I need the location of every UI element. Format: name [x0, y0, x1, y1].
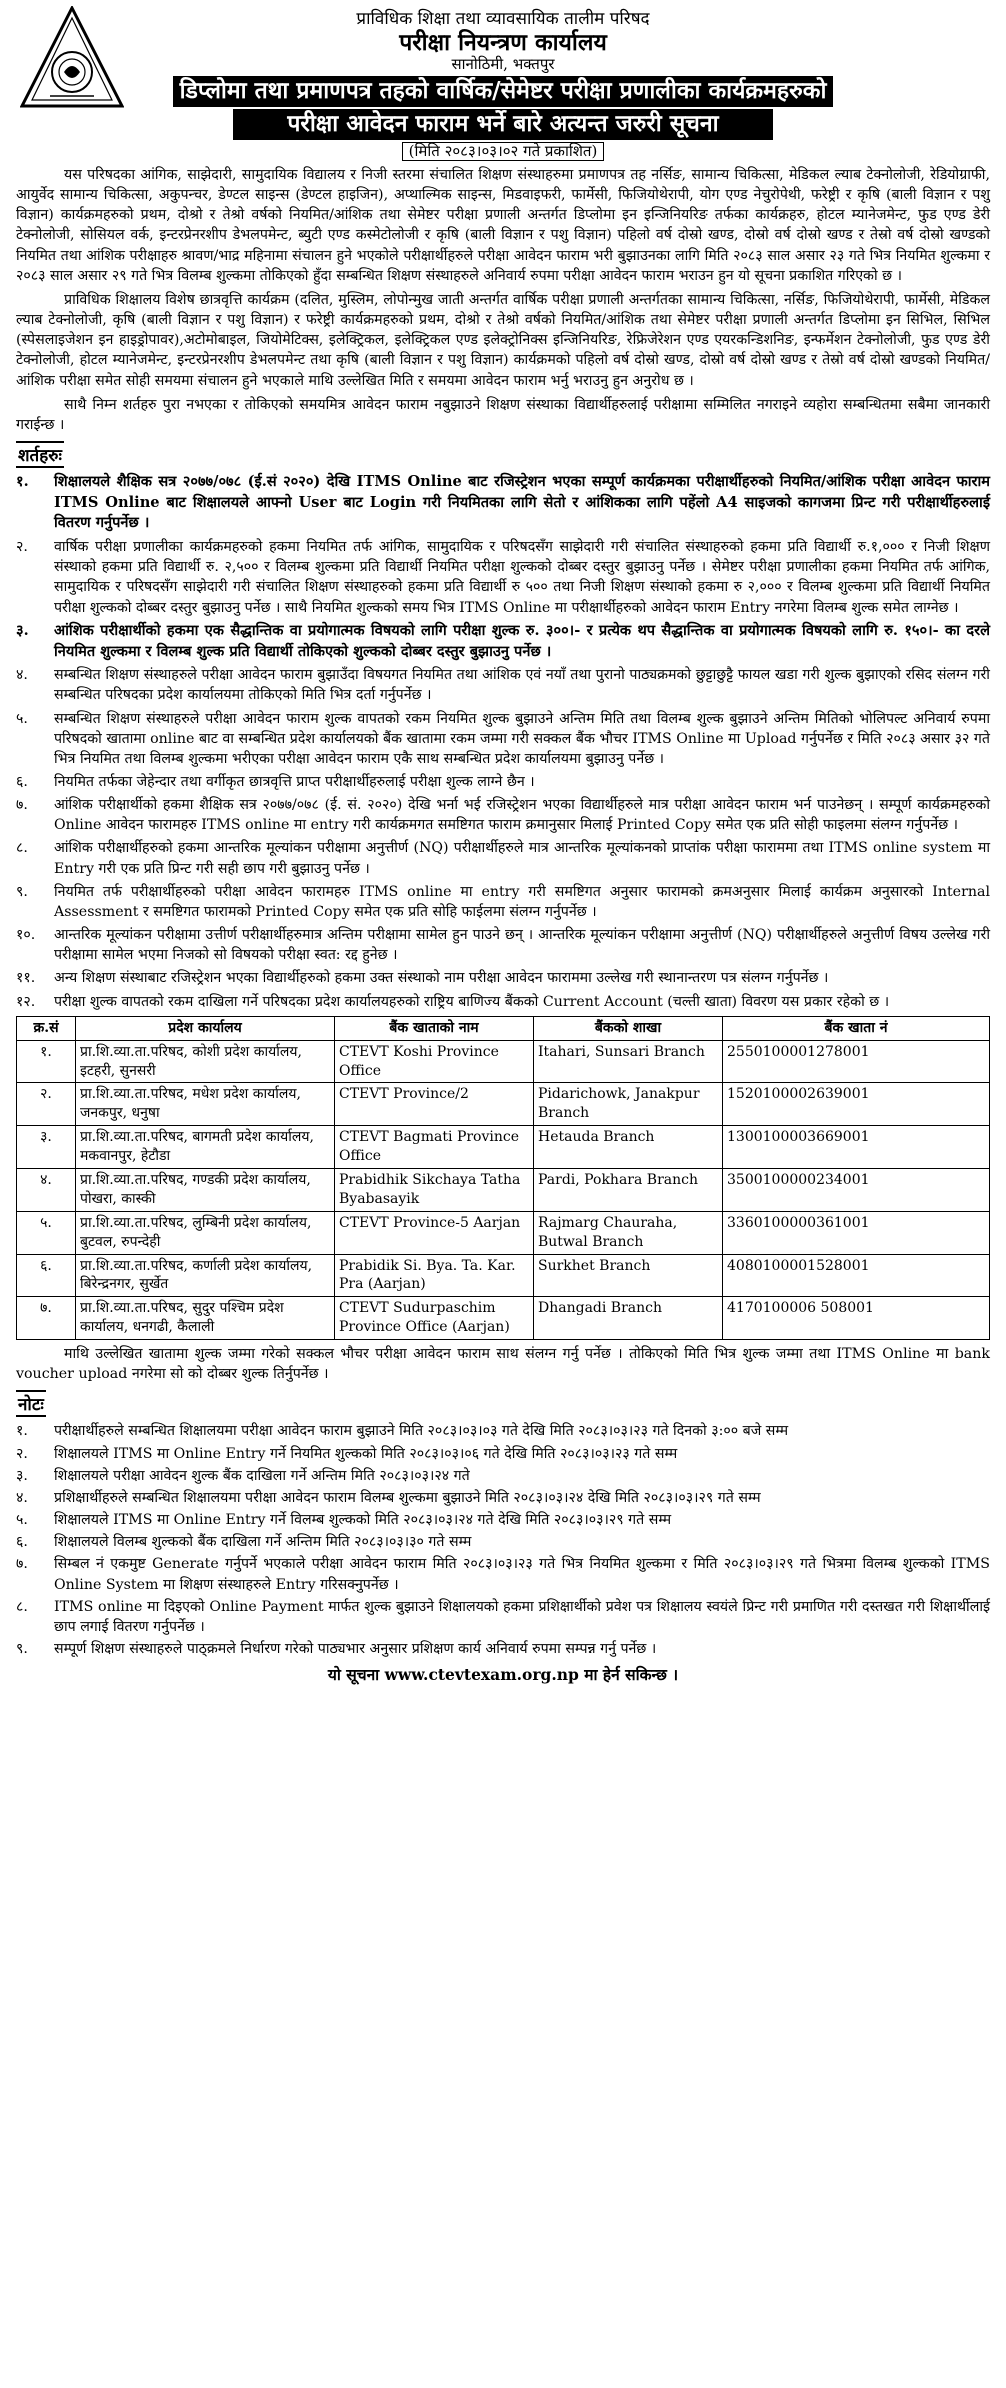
condition-number: ५. — [16, 710, 28, 727]
condition-text: नियमित तर्फ परीक्षार्थीहरुको परीक्षा आवेदन फारामहरु ITMS online मा entry गरी समष्टिगत अनुसार फारामको क्रमअनुसार मिलाई कार्यक्रम अनुसारको Internal Assessment र समष्टिगत फारामको Printed Copy समेत एक प्रति सोहि फाईलमा संलग्न गर्नुपर्नेछ । — [54, 883, 990, 920]
note-item — [16, 1421, 990, 1441]
condition-text: सम्बन्धित शिक्षण संस्थाहरुले परीक्षा आवेदन फाराम शुल्क वापतको रकम नियमित शुल्क बुझाउने अन्तिम मिति तथा विलम्ब शुल्क बुझाउने अन्तिम मितिको भोलिपल्ट अनिवार्य रुपमा परिषदको खातामा online बाट वा सम्बन्धित प्रदेश कार्यालयको बैंक खातामा रकम जम्मा गरी सक्कल बैंक भौचर ITMS Online मा Upload गर्नुपर्नेछ र मिति २०८३ असार ३२ गते भित्र नियमित तथा विलम्ब शुल्कमा भरीएका परीक्षा आवेदन फाराम एकै साथ सम्बन्धित प्रदेश कार्यालयमा बुझाउनु पर्नेछ । — [54, 710, 990, 767]
council-name: प्राविधिक शिक्षा तथा व्यावसायिक तालीम परिषद — [356, 9, 650, 29]
column-header-serial: क्र.सं — [17, 1016, 76, 1040]
condition-text: नियमित तर्फका जेहेन्दार तथा वर्गीकृत छात्रवृत्ति प्राप्त परीक्षार्थीहरुलाई परीक्षा शुल्क लाग्ने छैन । — [54, 774, 535, 791]
cell-account-name: CTEVT Province/2 — [335, 1083, 534, 1126]
note-number: ६. — [16, 1534, 28, 1551]
note-number: ८. — [16, 1598, 28, 1615]
condition-text: आंशिक परीक्षार्थीको हकमा शैक्षिक सत्र २०७७/०७८ (ई. सं. २०२०) देखि भर्ना भई रजिस्ट्रेशन भएका विद्यार्थीहरुले मात्र परीक्षा आवेदन फाराम भर्न पाउनेछन् । सम्पूर्ण कार्यक्रमहरुको Online आवेदन फारामहरु ITMS online मा entry गरी कार्यक्रमगत समष्टिगत फाराम क्रमानुसार मिलाई Printed Copy समेत एक प्रति सोही फाइलमा संलग्न गर्नुपर्नेछ । — [54, 797, 990, 834]
column-header-office: प्रदेश कार्यालय — [76, 1016, 335, 1040]
cell-office: प्रा.शि.व्या.ता.परिषद, गण्डकी प्रदेश कार्यालय, पोखरा, कास्की — [76, 1168, 335, 1211]
note-item — [16, 1444, 990, 1464]
cell-branch: Hetauda Branch — [534, 1126, 723, 1169]
note-item — [16, 1597, 990, 1637]
table-row — [17, 1040, 990, 1083]
cell-branch: Dhangadi Branch — [534, 1297, 723, 1340]
condition-text: परीक्षा शुल्क वापतको रकम दाखिला गर्ने परिषदका प्रदेश कार्यालयहरुको राष्ट्रिय बाणिज्य बैंकको Current Account (चल्ती खाता) विवरण यस प्रकार रहेको छ । — [54, 993, 890, 1010]
condition-item — [16, 709, 990, 769]
condition-number: ६. — [16, 774, 28, 791]
cell-office: प्रा.शि.व्या.ता.परिषद, लुम्बिनी प्रदेश कार्यालय, बुटवल, रुपन्देही — [76, 1211, 335, 1254]
cell-branch: Rajmarg Chauraha, Butwal Branch — [534, 1211, 723, 1254]
cell-office: प्रा.शि.व्या.ता.परिषद, कोशी प्रदेश कार्यालय, इटहरी, सुनसरी — [76, 1040, 335, 1083]
cell-serial: २. — [17, 1083, 76, 1126]
condition-item — [16, 925, 990, 965]
cell-serial: ६. — [17, 1254, 76, 1297]
intro-paragraph-1: यस परिषदका आंगिक, साझेदारी, सामुदायिक विद्यालय र निजी स्तरमा संचालित शिक्षण संस्थाहरुमा प्रमाणपत्र तह नर्सिङ, सामान्य चिकित्सा, मेडिकल ल्याब टेक्नोलोजी, रेडियोग्राफी, आयुर्वेद सामान्य चिकित्सा, अकुपन्चर, डेण्टल साइन्स (डेण्टल हाइजिन), अप्थाल्मिक साइन्स, मिडवाइफरी, फार्मेसी, फिजियोथेरापी, योग एण्ड नेचुरोपेथी, फरेष्ट्री र कृषि (बाली विज्ञान र पशु विज्ञान) कार्यक्रमहरुको प्रथम, दोश्रो र तेश्रो वर्षको नियमित/आंशिक तथा सेमेष्टर परीक्षा प्रणाली अन्तर्गत डिप्लोमा इन इन्जिनियरिङ तर्फका कार्यक्रहरु, होटल म्यानेजमेन्ट, फुड एण्ड डेरी टेक्नोलोजी, सोसियल वर्क, इन्टरप्रेनरशीप डेभलपमेन्ट, ब्युटी एण्ड कस्मेटोलोजी र कृषि (बाली विज्ञान र पशु विज्ञान) पहिलो वर्ष दोस्रो खण्ड, दोस्रो वर्ष दोस्रो खण्ड र तेस्रो वर्ष दोस्रो खण्डको नियमित तथा आंशिक परीक्षाहरु श्रावण/भाद्र महिनामा संचालन हुने भएकोले परीक्षार्थीहरुले परीक्षा आवेदन फाराम भरी बुझाउनका लागि मिति २०८३ साल असार २३ गते भित्र नियमित शुल्कमा र २०८३ साल असार २९ गते भित्र विलम्ब शुल्कमा तोकिएको हुँदा सम्बन्धित शिक्षण संस्थाहरुले अनिवार्य रुपमा परीक्षा आवेदन फाराम भराउन हुन यो सूचना प्रकाशित गरिएको छ । — [16, 166, 990, 284]
office-address: सानोठिमी, भक्तपुर — [451, 54, 555, 73]
note-text: सिम्बल नं एकमुष्ट Generate गर्नुपर्ने भएकाले परीक्षा आवेदन फाराम मिति २०८३।०३।२३ गते भित्र नियमित शुल्कमा र मिति २०८३।०३।२९ गते भित्रमा विलम्ब शुल्कको ITMS Online System मा शिक्षण संस्थाहरुले Entry गरिसक्नुपर्नेछ । — [54, 1556, 990, 1593]
cell-account-number: 1300100003669001 — [723, 1126, 990, 1169]
cell-office: प्रा.शि.व्या.ता.परिषद, मधेश प्रदेश कार्यालय, जनकपुर, धनुषा — [76, 1083, 335, 1126]
column-header-account-number: बैंक खाता नं — [723, 1016, 990, 1040]
note-item — [16, 1554, 990, 1594]
publication-date: (मिति २०८३।०३।०२ गते प्रकाशित) — [402, 142, 605, 161]
condition-text: वार्षिक परीक्षा प्रणालीका कार्यक्रमहरुको हकमा नियमित तर्फ आंगिक, सामुदायिक र परिषदसँग साझेदारी गरी संचालित संस्थाहरुको हकमा प्रति विद्यार्थी रु.१,००० र निजी शिक्षण संस्थाको हकमा प्रति विद्यार्थी रु. २,५०० र विलम्ब शुल्कमा प्रति विद्यार्थी नियमित परीक्षा शुल्कको दोब्बर दस्तुर बुझाउनु पर्नेछ । सेमेष्टर परीक्षा प्रणालीका हकमा नियमित तर्फ आंगिक, सामुदायिक र परिषदसँग साझेदारी गरी संचालित शिक्षण संस्थाहरुको हकमा प्रति विद्यार्थी रु ५०० तथा निजी शिक्षण संस्थाको हकमा रु २,००० र विलम्ब शुल्कमा प्रति विद्यार्थी नियमित परीक्षा शुल्कको दोब्बर दस्तुर बुझाउनु पर्नेछ । साथै नियमित शुल्कको समय भित्र ITMS Online मा परीक्षार्थीहरुको आवेदन फाराम Entry नगरेमा विलम्ब शुल्क समेत लाग्नेछ । — [54, 539, 990, 616]
note-text: शिक्षालयले ITMS मा Online Entry गर्ने नियमित शुल्कको मिति २०८३।०३।०६ गते देखि मिति २०८३।०३।२३ गते सम्म — [54, 1445, 678, 1462]
note-number: ५. — [16, 1512, 28, 1529]
note-number: ३. — [16, 1467, 28, 1484]
condition-number: ४. — [16, 667, 28, 684]
cell-account-name: CTEVT Sudurpaschim Province Office (Aarjan) — [335, 1297, 534, 1340]
bank-accounts-table — [16, 1016, 990, 1340]
note-item — [16, 1466, 990, 1486]
cell-account-number: 4080100001528001 — [723, 1254, 990, 1297]
conditions-heading: शर्तहरुः — [16, 441, 64, 468]
cell-account-name: Prabidik Si. Bya. Ta. Kar. Pra (Aarjan) — [335, 1254, 534, 1297]
note-text: परीक्षार्थीहरुले सम्बन्धित शिक्षालयमा परीक्षा आवेदन फाराम बुझाउने मिति २०८३।०३।०३ गते देखि मिति २०८३।०३।२३ गते दिनको ३:०० बजे सम्म — [54, 1423, 789, 1440]
website-footer: यो सूचना www.ctevtexam.org.np मा हेर्न सकिन्छ । — [327, 1665, 679, 1685]
condition-number: २. — [16, 539, 28, 556]
cell-account-number: 4170100006 508001 — [723, 1297, 990, 1340]
cell-office: प्रा.शि.व्या.ता.परिषद, सुदुर पश्चिम प्रदेश कार्यालय, धनगढी, कैलाली — [76, 1297, 335, 1340]
intro-paragraph-2: प्राविधिक शिक्षालय विशेष छात्रवृत्ति कार्यक्रम (दलित, मुस्लिम, लोपोन्मुख जाती अन्तर्गत वार्षिक परीक्षा प्रणाली अन्तर्गतका सामान्य चिकित्सा, नर्सिङ, फिजियोथेरापी, फार्मेसी, मेडिकल ल्याब टेक्नोलोजी, कृषि (बाली विज्ञान र पशु विज्ञान) र फरेष्ट्री कार्यक्रमहरुको प्रथम, दोश्रो र तेश्रो वर्षको नियमित/आंशिक तथा सेमेष्टर परीक्षा प्रणाली अन्तर्गत डिप्लोमा इन सिभिल, सिभिल (स्पेसलाइजेशन इन हाइड्रोपावर),अटोमोबाइल, जियोमेटिक्स, इलेक्ट्रिकल, इलेक्ट्रिकल एण्ड इलेक्ट्रोनिक्स इन्जिनियरिङ, रेफ्रिजेरेशन एण्ड एयरकन्डिशनिङ, इन्फर्मेशन टेक्नोलोजी, फुड एण्ड डेरी टेक्नोलोजी, होटल म्यानेजमेन्ट, इन्टरप्रेनरशीप डेभलपमेन्ट तथा कृषि (बाली विज्ञान र पशु विज्ञान) कार्यक्रमको पहिलो वर्ष दोस्रो खण्ड, दोस्रो वर्ष दोस्रो खण्ड र तेस्रो वर्ष दोस्रो खण्डको नियमित/आंशिक परीक्षा समेत सोही समयमा संचालन हुने भएकाले माथि उल्लेखित मिति र समयमा आवेदन फाराम भर्नु भराउनु हुन अनुरोध छ । — [16, 291, 990, 389]
note-item — [16, 1532, 990, 1552]
note-number: ९. — [16, 1640, 28, 1657]
table-header-row — [17, 1016, 990, 1040]
note-text: प्रशिक्षार्थीहरुले सम्बन्धित शिक्षालयमा परीक्षा आवेदन फाराम विलम्ब शुल्कमा बुझाउने मिति २०८३।०३।२४ देखि मिति २०८३।०३।२९ गते सम्म — [54, 1489, 761, 1506]
note-text: ITMS online मा दिइएको Online Payment मार्फत शुल्क बुझाउने शिक्षालयको हकमा प्रशिक्षार्थीको प्रवेश पत्र शिक्षालय स्वयंले प्रिन्ट गरी प्रमाणित गरी दस्तखत गरी शिक्षार्थीलाई छाप लगाई वितरण गर्नुपर्नेछ । — [54, 1598, 990, 1635]
condition-text: आंशिक परीक्षार्थीको हकमा एक सैद्धान्तिक वा प्रयोगात्मक विषयको लागि परीक्षा शुल्क रु. ३००।- र प्रत्येक थप सैद्धान्तिक वा प्रयोगात्मक विषयको लागि रु. १५०।- का दरले नियमित शुल्कमा र विलम्ब शुल्क प्रति विद्यार्थी तोकिएको शुल्कको दोब्बर दस्तुर बुझाउनु पर्नेछ । — [54, 621, 990, 660]
voucher-instruction: माथि उल्लेखित खातामा शुल्क जम्मा गरेको सक्कल भौचर परीक्षा आवेदन फाराम साथ संलग्न गर्नु पर्नेछ । तोकिएको मिति भित्र शुल्क जम्मा तथा ITMS Online मा bank voucher upload नगरेमा सो को दोब्बर शुल्क तिर्नुपर्नेछ । — [16, 1346, 990, 1383]
cell-serial: ४. — [17, 1168, 76, 1211]
note-item — [16, 1510, 990, 1530]
condition-number: ३. — [16, 621, 29, 639]
cell-serial: ३. — [17, 1126, 76, 1169]
condition-item — [16, 838, 990, 878]
note-text: सम्पूर्ण शिक्षण संस्थाहरुले पाठ्क्रमले निर्धारण गरेको पाठ्यभार अनुसार प्रशिक्षण कार्य अनिवार्य रुपमा सम्पन्न गर्नु पर्नेछ । — [54, 1640, 657, 1657]
cell-account-name: Prabidhik Sikchaya Tatha Byabasayik — [335, 1168, 534, 1211]
cell-account-number: 2550100001278001 — [723, 1040, 990, 1083]
condition-item — [16, 795, 990, 835]
table-row — [17, 1254, 990, 1297]
cell-office: प्रा.शि.व्या.ता.परिषद, बागमती प्रदेश कार्यालय, मकवानपुर, हेटौडा — [76, 1126, 335, 1169]
condition-text: आन्तरिक मूल्यांकन परीक्षामा उत्तीर्ण परीक्षार्थीहरुमात्र अन्तिम परीक्षामा सामेल हुन पाउने छन् । आन्तरिक मूल्यांकन परीक्षामा अनुत्तीर्ण (NQ) परीक्षार्थीहरुले अनुत्तीर्ण विषय उल्लेख गरी परीक्षामा सामेल भएमा निजको सो विषयको परीक्षा स्वत: रद्द हुनेछ । — [54, 927, 990, 964]
note-number: १. — [16, 1423, 28, 1440]
condition-number: ८. — [16, 840, 28, 857]
cell-account-number: 3360100000361001 — [723, 1211, 990, 1254]
notice-title-line2: परीक्षा आवेदन फाराम भर्ने बारे अत्यन्त जरुरी सूचना — [233, 109, 773, 140]
cell-branch: Pardi, Pokhara Branch — [534, 1168, 723, 1211]
condition-text: शिक्षालयले शैक्षिक सत्र २०७७/०७८ (ई.सं २०२०) देखि ITMS Online बाट रजिस्ट्रेशन भएका सम्पूर्ण कार्यक्रमका परीक्षार्थीहरुको नियमित/आंशिक परीक्षा आवेदन फाराम ITMS Online बाट शिक्षालयले आफ्नो User बाट Login गरी नियमितका लागि सेतो र आंशिकका लागि पहेंलो A4 साइजको कागजमा प्रिन्ट गरी परीक्षार्थीहरुलाई वितरण गर्नुपर्नेछ । — [54, 473, 990, 532]
condition-item — [16, 665, 990, 705]
cell-office: प्रा.शि.व्या.ता.परिषद, कर्णाली प्रदेश कार्यालय, बिरेन्द्रनगर, सुर्खेत — [76, 1254, 335, 1297]
table-row — [17, 1083, 990, 1126]
cell-branch: Itahari, Sunsari Branch — [534, 1040, 723, 1083]
column-header-account-name: बैंक खाताको नाम — [335, 1016, 534, 1040]
table-row — [17, 1211, 990, 1254]
cell-account-number: 1520100002639001 — [723, 1083, 990, 1126]
note-number: ७. — [16, 1556, 28, 1573]
note-number: ४. — [16, 1489, 28, 1506]
note-item — [16, 1639, 990, 1659]
condition-item — [16, 882, 990, 922]
condition-text: सम्बन्धित शिक्षण संस्थाहरुले परीक्षा आवेदन फाराम बुझाउँदा विषयगत नियमित तथा आंशिक एवं नयाँ तथा पुरानो पाठ्यक्रमको छुट्टाछुट्टै फायल खडा गरी शुल्क बुझाएको रसिद संलग्न गरी सम्बन्धित परिषदका प्रदेश कार्यालयमा तोकिएको मिति भित्र दर्ता गर्नुपर्नेछ । — [54, 667, 990, 704]
column-header-branch: बैंकको शाखा — [534, 1016, 723, 1040]
condition-number: ११. — [16, 970, 36, 987]
government-emblem-icon — [20, 6, 124, 114]
note-text: शिक्षालयले विलम्ब शुल्कको बैंक दाखिला गर्ने अन्तिम मिति २०८३।०३।३० गते सम्म — [54, 1534, 472, 1551]
condition-number: १०. — [16, 927, 36, 944]
condition-number: १. — [16, 473, 29, 491]
condition-number: ९. — [16, 883, 28, 900]
note-text: शिक्षालयले परीक्षा आवेदन शुल्क बैंक दाखिला गर्ने अन्तिम मिति २०८३।०३।२४ गते — [54, 1467, 470, 1484]
cell-serial: ७. — [17, 1297, 76, 1340]
cell-account-name: CTEVT Province-5 Aarjan — [335, 1211, 534, 1254]
notice-header — [16, 10, 990, 161]
intro-paragraph-3: साथै निम्न शर्तहरु पुरा नभएका र तोकिएको समयमित्र आवेदन फाराम नबुझाउने शिक्षण संस्थाका विद्यार्थीहरुलाई परीक्षामा सम्मिलित नगराइने व्यहोरा सम्बन्धितमा सबैमा जानकारी गराईन्छ । — [16, 396, 990, 433]
condition-text: अन्य शिक्षण संस्थाबाट रजिस्ट्रेशन भएका विद्यार्थीहरुको हकमा उक्त संस्थाको नाम परीक्षा आवेदन फाराममा उल्लेख गरी स्थानान्तरण पत्र संलग्न गर्नुपर्नेछ । — [54, 970, 829, 987]
notice-title-line1: डिप्लोमा तथा प्रमाणपत्र तहको वार्षिक/सेमेष्टर परीक्षा प्रणालीका कार्यक्रमहरुको — [173, 76, 833, 107]
condition-text: आंशिक परीक्षार्थीहरुको हकमा आन्तरिक मूल्यांकन परीक्षामा अनुत्तीर्ण (NQ) परीक्षार्थीहरुले मात्र आन्तरिक मूल्यांकनको प्राप्तांक परीक्षा फाराममा तथा ITMS online system मा Entry गरी एक प्रति प्रिन्ट गरी सही छाप गरी बुझाउनु पर्नेछ । — [54, 840, 990, 877]
note-number: २. — [16, 1445, 28, 1462]
cell-account-name: CTEVT Koshi Province Office — [335, 1040, 534, 1083]
note-item — [16, 1488, 990, 1508]
condition-item — [16, 772, 990, 792]
condition-number: १२. — [16, 993, 36, 1010]
cell-serial: ५. — [17, 1211, 76, 1254]
condition-item — [16, 472, 990, 534]
cell-account-number: 3500100000234001 — [723, 1168, 990, 1211]
condition-item — [16, 537, 990, 618]
office-name: परीक्षा नियन्त्रण कार्यालय — [399, 28, 607, 56]
condition-item — [16, 992, 990, 1012]
condition-item — [16, 968, 990, 988]
notes-list — [16, 1421, 990, 1659]
notes-heading: नोटः — [16, 1390, 46, 1417]
note-text: शिक्षालयले ITMS मा Online Entry गर्ने विलम्ब शुल्कको मिति २०८३।०३।२४ गते देखि मिति २०८३।०३।२९ गते सम्म — [54, 1512, 672, 1529]
table-row — [17, 1126, 990, 1169]
condition-item — [16, 621, 990, 662]
cell-branch: Surkhet Branch — [534, 1254, 723, 1297]
cell-account-name: CTEVT Bagmati Province Office — [335, 1126, 534, 1169]
cell-serial: १. — [17, 1040, 76, 1083]
table-row — [17, 1168, 990, 1211]
condition-number: ७. — [16, 797, 28, 814]
cell-branch: Pidarichowk, Janakpur Branch — [534, 1083, 723, 1126]
table-row — [17, 1297, 990, 1340]
conditions-list — [16, 472, 990, 1012]
